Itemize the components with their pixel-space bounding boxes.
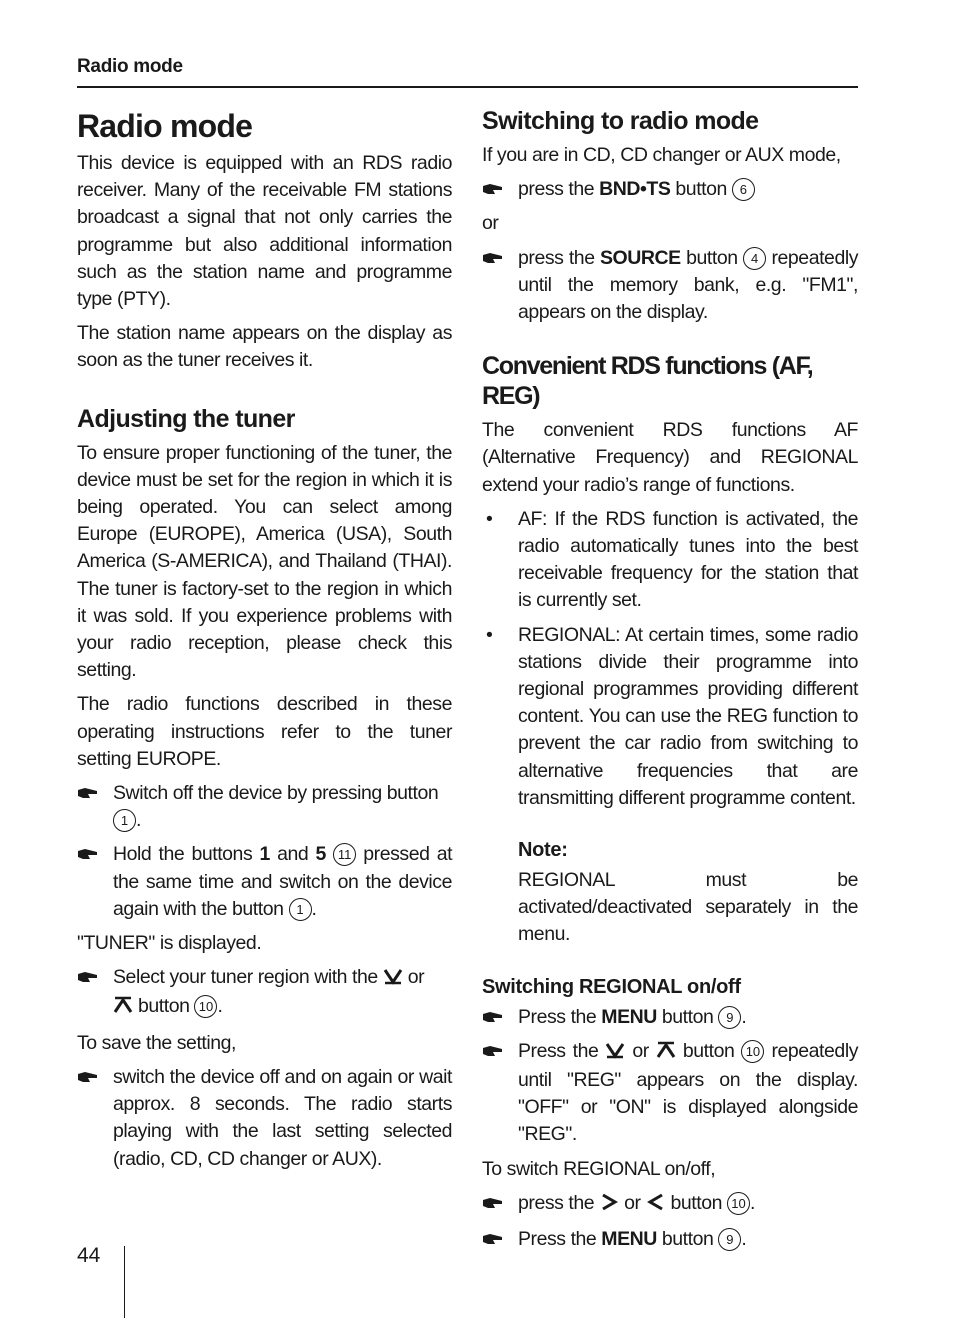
tuner-displayed-text: "TUNER" is displayed. (77, 932, 262, 955)
pointing-hand-icon (482, 1190, 518, 1219)
arrow-up-icon (113, 995, 133, 1022)
pointing-hand-icon (482, 245, 518, 327)
pointing-hand-icon (77, 841, 113, 923)
arrow-down-icon (605, 1040, 625, 1067)
list-item: • REGIONAL: At certain times, some radio stations divide their programme into regional programmes providing different content. You can use the REG function to prevent the car radio from switching to alternative frequencies that are transmitting different programme content. (482, 622, 858, 812)
instruction-step: press the SOURCE button 4 repeatedly until the memory bank, e.g. "FM1", appears on the display. (482, 245, 858, 327)
or-text: or (482, 212, 499, 235)
bullet-icon: • (486, 507, 493, 530)
button-number-badge: 9 (718, 1228, 741, 1251)
instruction-step: Hold the buttons 1 and 5 11 pressed at the same time and switch on the device again with the button 1 . (77, 841, 452, 923)
intro-paragraph-1: This device is equipped with an RDS radio receiver. Many of the receivable FM stations broadcast a signal that not only carries the programme but also additional information such as the station name and programme type (PTY). (77, 152, 452, 311)
save-intro: To save the setting, (77, 1031, 237, 1054)
button-number-badge: 4 (743, 247, 766, 270)
button-number-badge: 1 (113, 809, 136, 832)
bullet-icon: • (486, 623, 493, 646)
instruction-step: Press the MENU button 9 . (482, 1004, 858, 1031)
pointing-hand-icon (482, 1004, 518, 1031)
button-number-badge: 11 (333, 843, 356, 866)
note-box (518, 837, 858, 949)
section-heading-rds: Convenient RDS functions (AF, REG) (482, 352, 813, 411)
instruction-step: Press the MENU button 9 . (482, 1226, 858, 1253)
button-number-badge: 1 (289, 898, 312, 921)
note-label: Note: (518, 839, 568, 862)
rds-intro: The convenient RDS functions AF (Alternative Frequency) and REGIONAL extend your radio’s range of functions. (482, 419, 858, 496)
arrow-down-icon (383, 966, 403, 993)
pointing-hand-icon (482, 1226, 518, 1253)
instruction-step: press the or button 10 . (482, 1190, 858, 1219)
note-text: REGIONAL must be activated/deactivated separately in the menu. (518, 869, 858, 946)
intro-paragraph-2: The station name appears on the display as soon as the tuner receives it. (77, 322, 452, 372)
instruction-step: switch the device off and on again or wait approx. 8 seconds. The radio starts playing with the last setting selected (radio, CD, CD changer or AUX). (77, 1064, 452, 1173)
page-title: Radio mode (77, 108, 253, 144)
button-number-badge: 10 (194, 995, 217, 1018)
header-rule (77, 86, 858, 88)
switch-intro: If you are in CD, CD changer or AUX mode, (482, 144, 841, 166)
toggle-intro: To switch REGIONAL on/off, (482, 1157, 716, 1180)
section-heading-switching: Switching to radio mode (482, 107, 759, 135)
instruction-step: press the BND•TS button 6 (482, 176, 858, 203)
pointing-hand-icon (77, 1064, 113, 1173)
pointing-hand-icon (77, 780, 113, 834)
instruction-step: Press the or button 10 repeatedly until "REG" appears on the display. "OFF" or "ON" is displayed alongside "REG". (482, 1038, 858, 1149)
pointing-hand-icon (77, 964, 113, 1022)
list-item: • AF: If the RDS function is activated, the radio automatically tunes into the best receivable frequency for the station that is currently set. (482, 506, 858, 615)
tuner-paragraph-1: To ensure proper functioning of the tuner, the device must be set for the region in which it is being operated. You can select among Europe (EUROPE), America (USA), South America (S-AMERICA), and Thailand (THAI). The tuner is factory-set to the region in which it was sold. If you experience problems with your radio reception, please check this setting. (77, 441, 452, 682)
arrow-left-icon (646, 1192, 666, 1219)
section-heading-adjusting-tuner: Adjusting the tuner (77, 404, 295, 433)
tuner-paragraph-2: The radio functions described in these operating instructions refer to the tuner setting EUROPE. (77, 693, 452, 770)
right-column (482, 100, 858, 1260)
instruction-step: Switch off the device by pressing button 1 . (77, 780, 452, 834)
footer-rule (124, 1246, 125, 1318)
pointing-hand-icon (482, 1038, 518, 1149)
left-column (77, 100, 452, 1180)
instruction-step: Select your tuner region with the or button 10 . (77, 964, 452, 1022)
button-number-badge: 9 (718, 1006, 741, 1029)
arrow-right-icon (599, 1192, 619, 1219)
section-heading-regional: Switching REGIONAL on/off (482, 975, 741, 998)
button-number-badge: 6 (732, 178, 755, 201)
button-number-badge: 10 (741, 1040, 764, 1063)
pointing-hand-icon (482, 176, 518, 203)
button-number-badge: 10 (727, 1192, 750, 1215)
running-header: Radio mode (77, 56, 183, 77)
page-number: 44 (77, 1244, 101, 1267)
arrow-up-icon (656, 1040, 676, 1067)
